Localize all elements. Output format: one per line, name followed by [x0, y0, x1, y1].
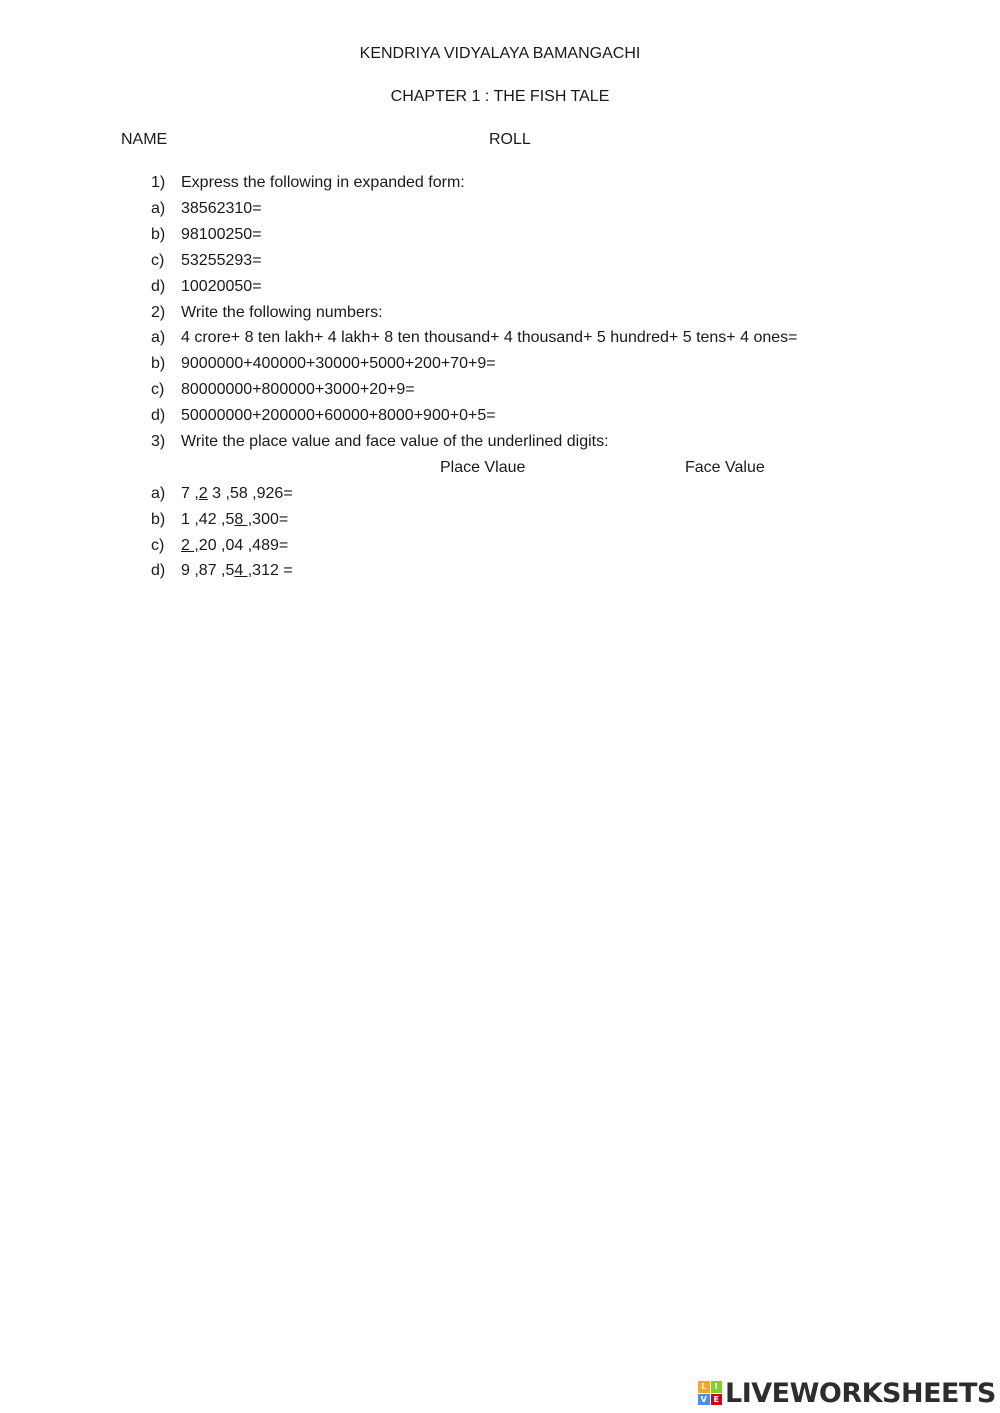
- item-number: [181, 537, 288, 555]
- item-text: 10020050=: [181, 278, 262, 295]
- item-label: c): [151, 381, 165, 398]
- item-label: a): [151, 485, 166, 502]
- question-number: 2): [151, 304, 166, 321]
- item-label: d): [151, 278, 166, 295]
- item-text: 9000000+400000+30000+5000+200+70+9=: [181, 355, 496, 372]
- number-part: 3 ,58 ,926=: [207, 485, 293, 502]
- liveworksheets-logo: [698, 1378, 996, 1408]
- question-text: Write the following numbers:: [181, 304, 383, 321]
- underlined-digit: 2 ,: [181, 537, 199, 554]
- question-text: Write the place value and face value of the underlined digits:: [181, 433, 609, 450]
- question-number: 1): [151, 174, 166, 191]
- number-part: 9 ,87 ,5: [181, 562, 235, 579]
- logo-text: LIVEWORKSHEETS: [725, 1377, 996, 1409]
- item-text: 4 crore+ 8 ten lakh+ 4 lakh+ 8 ten thousand+ 4 thousand+ 5 hundred+ 5 tens+ 4 ones=: [181, 329, 798, 346]
- item-label: b): [151, 511, 166, 528]
- number-part: 312 =: [252, 562, 293, 579]
- item-label: d): [151, 562, 166, 579]
- item-label: c): [151, 537, 165, 554]
- question-number: 3): [151, 433, 166, 450]
- item-label: b): [151, 355, 166, 372]
- item-label: a): [151, 200, 166, 217]
- number-part: 1 ,42 ,5: [181, 511, 235, 528]
- number-part: 7 ,: [181, 485, 199, 502]
- logo-letter: V: [698, 1394, 710, 1406]
- underlined-digit: 2: [198, 485, 208, 502]
- place-value-header: Place Vlaue: [440, 459, 526, 476]
- chapter-title: CHAPTER 1 : THE FISH TALE: [390, 88, 610, 105]
- item-label: a): [151, 329, 166, 346]
- item-label: c): [151, 252, 165, 269]
- item-number: [181, 485, 293, 503]
- logo-letter: L: [698, 1381, 710, 1393]
- logo-letter: E: [711, 1394, 723, 1406]
- number-part: 20 ,04 ,489=: [198, 537, 289, 554]
- underlined-digit: 4 ,: [234, 562, 253, 579]
- roll-label: ROLL: [489, 131, 531, 148]
- question-text: Express the following in expanded form:: [181, 174, 465, 191]
- item-label: d): [151, 407, 166, 424]
- name-label: NAME: [121, 131, 168, 148]
- logo-letter: I: [711, 1381, 723, 1393]
- school-title: KENDRIYA VIDYALAYA BAMANGACHI: [359, 45, 641, 62]
- item-text: 80000000+800000+3000+20+9=: [181, 381, 415, 398]
- item-text: 50000000+200000+60000+8000+900+0+5=: [181, 407, 496, 424]
- item-label: b): [151, 226, 166, 243]
- item-text: 53255293=: [181, 252, 262, 269]
- number-part: 300=: [252, 511, 289, 528]
- item-number: [181, 562, 293, 580]
- item-text: 38562310=: [181, 200, 262, 217]
- face-value-header: Face Value: [685, 459, 765, 476]
- underlined-digit: 8 ,: [234, 511, 253, 528]
- item-text: 98100250=: [181, 226, 262, 243]
- logo-grid-icon: [698, 1381, 722, 1405]
- item-number: [181, 511, 288, 529]
